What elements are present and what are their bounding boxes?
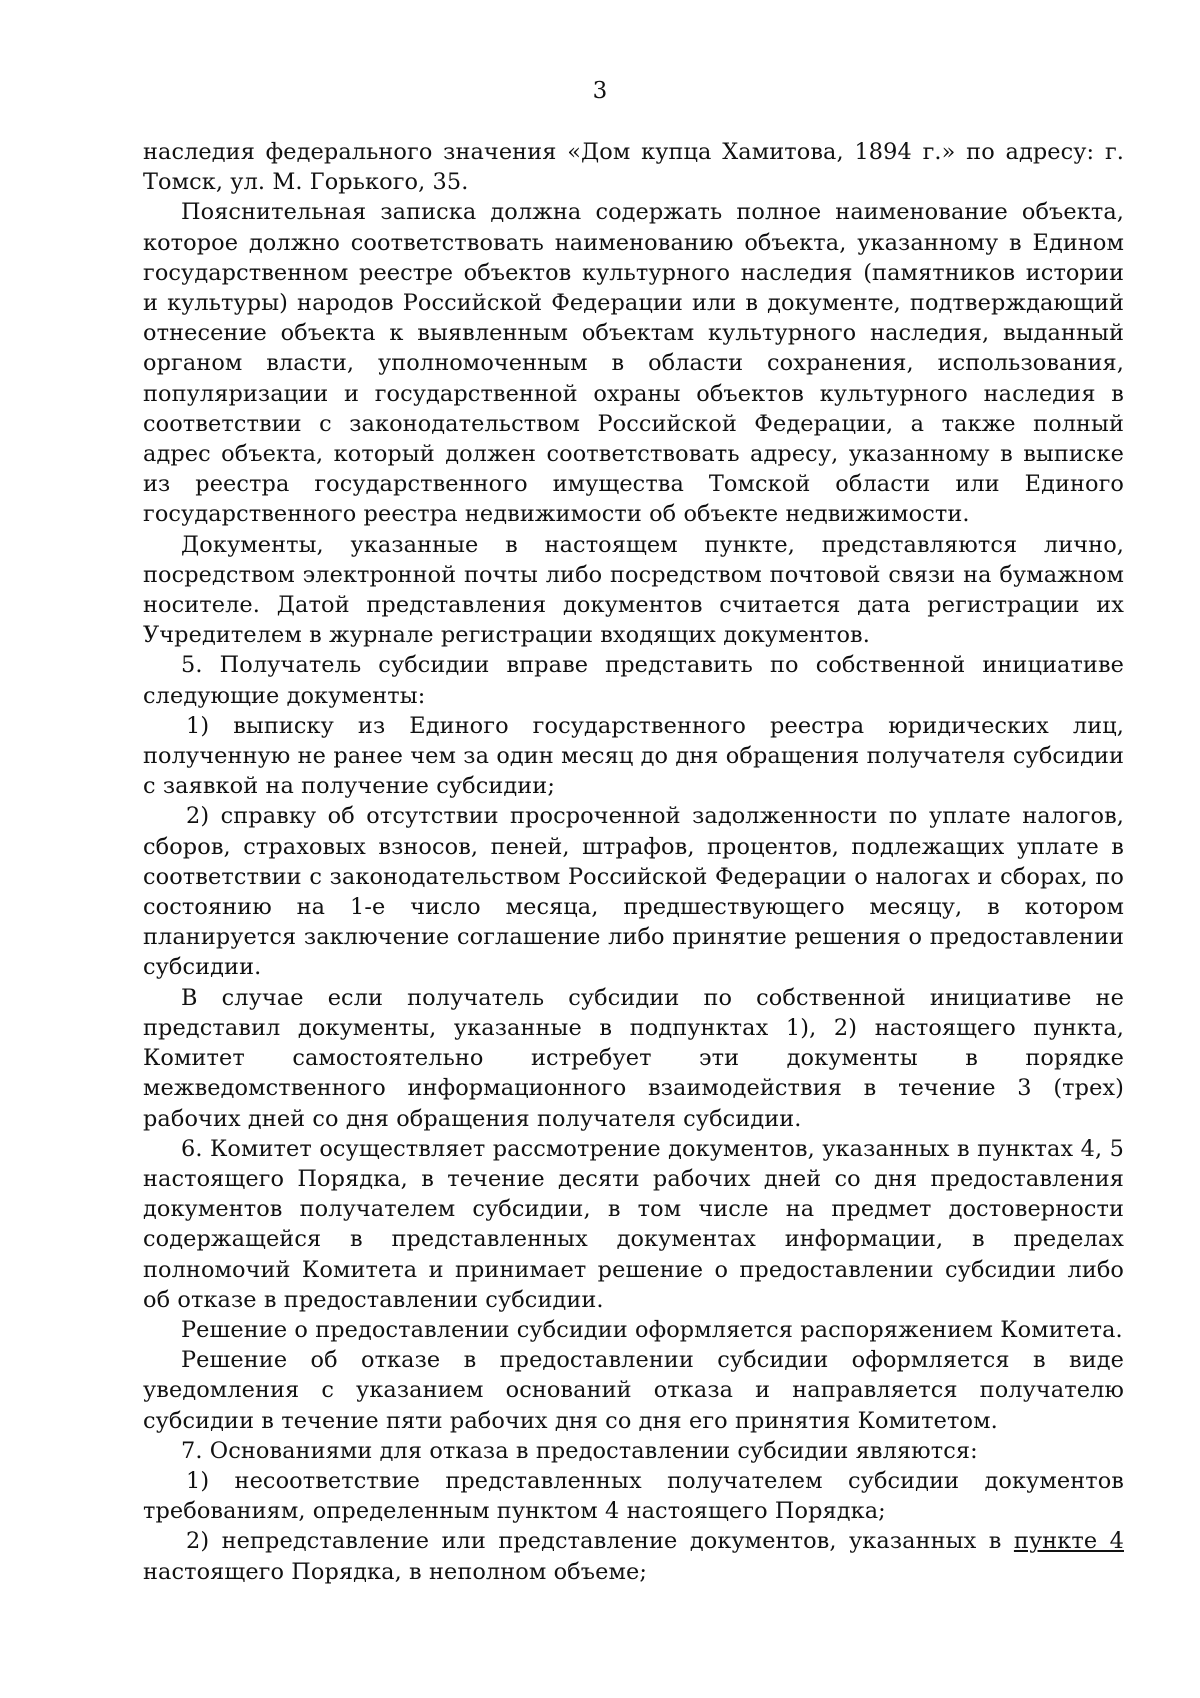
paragraph-decision-refusal: Решение об отказе в предоставлении субсидии оформляется в виде уведомления с указанием оснований отказа и направляется получателю субсидии в течение пяти рабочих дня со дня его принятия Комитетом. bbox=[143, 1347, 1124, 1434]
paragraph-self-request: В случае если получатель субсидии по собственной инициативе не представил документы, указанные в подпунктах 1), 2) настоящего пункта, Комитет самостоятельно истребует эти документы в порядке межведомственного информационного взаимодействия в течение 3 (трех) рабочих дней со дня обращения получателя субсидии. bbox=[143, 984, 1124, 1132]
paragraph-item-5-2: 2) справку об отсутствии просроченной задолженности по уплате налогов, сборов, страховых взносов, пеней, штрафов, процентов, подлежащих уплате в соответствии с законодательством Российской Федерации о налогах и сборах, по состоянию на 1-е число месяца, предшествующего месяцу, в котором планируется заключение соглашение либо принятие решения о предоставлении субсидии. bbox=[143, 803, 1124, 981]
paragraph-item-7-2 bbox=[143, 1526, 1124, 1586]
paragraph-item-7-1: 1) несоответствие представленных получателем субсидии документов требованиям, определенным пунктом 4 настоящего Порядка; bbox=[143, 1467, 1124, 1525]
item-7-2-text-after: настоящего Порядка, в неполном объеме; bbox=[143, 1558, 647, 1585]
paragraph-explanatory-note: Пояснительная записка должна содержать полное наименование объекта, которое должно соответствовать наименованию объекта, указанному в Едином государственном реестре объектов культурного наследия (памятников истории и культуры) народов Российской Федерации или в документе, подтверждающий отнесение объекта к выявленным объектам культурного наследия, выданный органом власти, уполномоченным в области сохранения, использования, популяризации и государственной охраны объектов культурного наследия в соответствии с законодательством Российской Федерации, а также полный адрес объекта, который должен соответствовать адресу, указанному в выписке из реестра государственного имущества Томской области или Единого государственного реестра недвижимости об объекте недвижимости. bbox=[143, 199, 1124, 528]
paragraph-heritage-object-end: наследия федерального значения «Дом купца Хамитова, 1894 г.» по адресу: г. Томск, ул. М. Горького, 35. bbox=[143, 139, 1124, 196]
paragraph-item-7: 7. Основаниями для отказа в предоставлении субсидии являются: bbox=[181, 1437, 978, 1464]
paragraph-documents-submission: Документы, указанные в настоящем пункте, представляются лично, посредством электронной почты либо посредством почтовой связи на бумажном носителе. Датой представления документов считается дата регистрации их Учредителем в журнале регистрации входящих документов. bbox=[143, 531, 1124, 649]
paragraph-item-6: 6. Комитет осуществляет рассмотрение документов, указанных в пунктах 4, 5 настоящего Порядка, в течение десяти рабочих дней со дня предоставления документов получателем субсидии, в том числе на предмет достоверности содержащейся в представленных документах информации, в пределах полномочий Комитета и принимает решение о предоставлении субсидии либо об отказе в предоставлении субсидии. bbox=[143, 1135, 1124, 1313]
paragraph-decision-grant: Решение о предоставлении субсидии оформляется распоряжением Комитета. bbox=[181, 1316, 1123, 1343]
paragraph-item-5: 5. Получатель субсидии вправе представить по собственной инициативе следующие документы: bbox=[143, 652, 1124, 709]
item-7-2-text-before: 2) непредставление или представление документов, указанных в bbox=[186, 1528, 1014, 1555]
paragraph-item-5-1: 1) выписку из Единого государственного реестра юридических лиц, полученную не ранее чем за один месяц до дня обращения получателя субсидии с заявкой на получение субсидии; bbox=[143, 712, 1124, 800]
document-body bbox=[143, 137, 1124, 1587]
page-number: 3 bbox=[592, 78, 608, 104]
clause-4-link[interactable]: пункте 4 bbox=[1013, 1528, 1124, 1555]
